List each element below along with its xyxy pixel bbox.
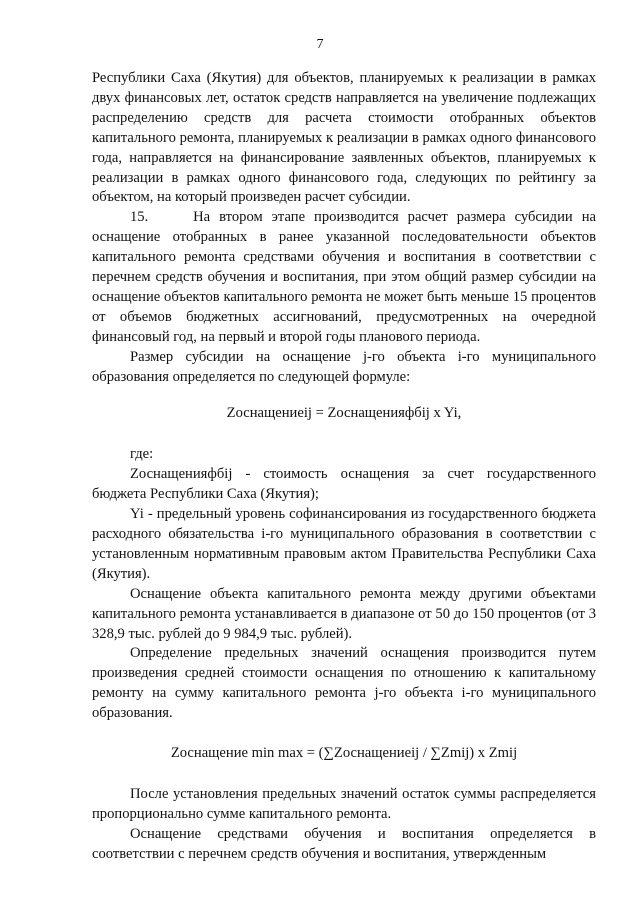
- paragraph-definition-z: Zоснащенияфбij - стоимость оснащения за счет государственного бюджета Республики Саха (Якутия);: [92, 466, 596, 503]
- document-body: [92, 69, 596, 865]
- paragraph-item-15: 15. На втором этапе производится расчет размера субсидии на оснащение отобранных в ранее указанной последовательности объектов капитального ремонта средствами обучения и воспитания в соответствии с перечнем средств обучения и воспитания, при этом общий размер субсидии на оснащение объектов капитального ремонта не может быть меньше 15 процентов от объемов бюджетных ассигнований, предусмотренных на очередной финансовый год, на первый и второй годы планового периода.: [92, 209, 596, 345]
- paragraph-definition-y: Yi - предельный уровень софинансирования из государственного бюджета расходного обязательства i-го муниципального образования в соответствии с установленным нормативным правовым актом Правительства Республики Саха (Якутия).: [92, 506, 596, 582]
- paragraph-continuation: Республики Саха (Якутия) для объектов, планируемых к реализации в рамках двух финансовых лет, остаток средств направляется на увеличение подлежащих распределению средств для расчета стоимости отобранных объектов капитального ремонта, планируемых к реализации в рамках одного финансового года, направляется на финансирование заявленных объектов, планируемых к реализации в рамках одного финансового года, следующих по рейтингу за объектом, на который произведен расчет субсидии.: [92, 70, 596, 206]
- paragraph-equipment-range: Оснащение объекта капитального ремонта между другими объектами капитального ремонта устанавливается в диапазоне от 50 до 150 процентов (от 3 328,9 тыс. рублей до 9 984,9 тыс. рублей).: [92, 585, 596, 642]
- paragraph-limit-values: Определение предельных значений оснащения производится путем произведения средней стоимости оснащения по отношению к капитальному ремонту на сумму капитального ремонта j-го объекта i-го муниципального образования.: [92, 645, 596, 722]
- paragraph-where: где:: [130, 446, 154, 463]
- paragraph-remainder: После установления предельных значений остаток суммы распределяется пропорционально сумме капитального ремонта.: [92, 786, 596, 822]
- page-number: 7: [316, 37, 324, 52]
- formula-subsidy: Zоснащениеij = Zоснащенияфбij x Yi,: [226, 404, 462, 421]
- paragraph-subsidy-size: Размер субсидии на оснащение j-го объекта i-го муниципального образования определяется по следующей формуле:: [92, 348, 596, 385]
- formula-min-max: Zоснащение min max = (∑Zоснащениеij / ∑Zmij) x Zmij: [170, 745, 518, 762]
- paragraph-equipment-list: Оснащение средствами обучения и воспитания определяется в соответствии с перечнем средств обучения и воспитания, утвержденным: [92, 825, 596, 862]
